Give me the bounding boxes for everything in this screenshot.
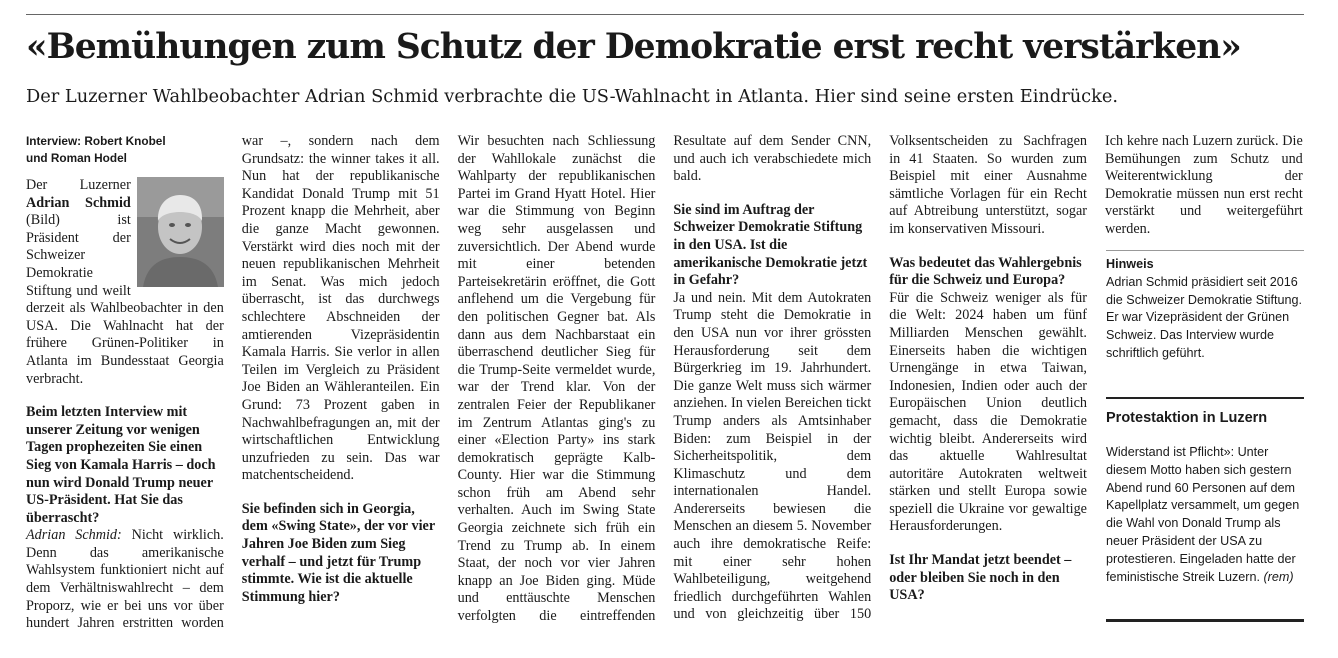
question-4: Was bedeutet das Wahlergebnis für die Schweiz und Europa?	[889, 254, 1082, 289]
protest-box	[1106, 408, 1304, 586]
sidebar-divider	[1106, 250, 1304, 251]
question-2: Sie befinden sich in Georgia, dem «Swing State», der vor vier Jahren Joe Biden zum Sieg verhalf – und jetzt für Trump stimmte. Wie ist die aktuelle Stimmung hier?	[241, 500, 435, 605]
credit-line-1: Interview: Robert Knobel	[26, 134, 166, 148]
hinweis-text: Adrian Schmid präsidiert seit 2016 die Schweizer Demokratie Stiftung. Er war Vizepräsident der Grünen Schweiz. Das Interview wurde schriftlich geführt.	[1106, 274, 1302, 360]
portrait-photo	[137, 177, 224, 287]
hinweis-title: Hinweis	[1106, 257, 1154, 271]
interview-credit	[26, 133, 224, 167]
protest-box-text: Widerstand ist Pflicht»: Unter diesem Motto haben sich gestern Abend rund 60 Personen auf dem Kapellplatz versammelt, um gegen die Wahl von Donald Trump als neuer Präsident der USA zu protestieren. Eingeladen hatte der feministische Streik Luzern. (rem)	[1106, 445, 1300, 584]
answer-3: Ja und nein. Mit dem Autokraten Trump steht die Demokratie in den USA nun vor ihrer grössten Herausforderung seit dem Bürgerkrieg im 19. Jahrhundert. Die ganze Welt muss sich wärmer anziehen. In vielen Bereichen tickt Trump anders als Amtsinhaber Biden: zum Beispiel in der Sicherheitspolitik, dem Klimaschutz und dem internationalen Handel. Andererseits bewiesen die Menschen an diesem 5. November auch ihre demokratische Reife: mit einer sehr hohen Wahlbeteiligung, weitgehend friedlich durchgeführten Wahlen und von gleichzeitig über 150 Volksentscheiden zu Sachfragen in 41 Staaten. So wurden zum Beispiel mit einer Ausnahme sämtliche Vorlagen für ein Recht auf Abtreibung unterstützt, sogar im konservativen Missouri.	[673, 133, 1087, 623]
question-5: Ist Ihr Mandat jetzt beendet – oder bleiben Sie noch in den USA?	[889, 552, 1072, 604]
speaker-label: Adrian Schmid:	[26, 527, 122, 544]
top-rule	[26, 14, 1304, 15]
question-1: Beim letzten Interview mit unserer Zeitung vor wenigen Tagen prophezeiten Sie einen Sieg von Kamala Harris – doch nun wird Donald Trump neuer US-Präsident. Hat Sie das überrascht?	[26, 404, 216, 526]
answer-4: Für die Schweiz weniger als für die Welt: 2024 haben um fünf Milliarden Menschen gewählt. Einerseits haben die wichtigen Urnengänge in etwa Taiwan, Indonesien, Indien oder auch der Europäischen Union deutlich gemacht, dass die Demokratie wichtig bleibt. Andererseits wird das aktuelle Wahlresultat autoritäre Autokraten weltweit stärken und stellt Europa sowie speziell die Ukraine vor gewaltige Herausforderungen.	[889, 289, 1087, 535]
box-top-rule	[1106, 397, 1304, 399]
answer-5: Ich kehre nach Luzern zurück. Die Bemühungen zum Schutz und Weiterentwicklung der Demokratie müssen nun erst recht verstärkt und weitergeführt werden.	[1104, 133, 1303, 237]
protest-box-title: Protestaktion in Luzern	[1106, 410, 1268, 426]
answer-1: Adrian Schmid: Nicht wirklich. Denn das amerikanische Wahlsystem funktioniert nicht auf dem Verhältniswahlrecht – dem Proporz, wie er bei uns vor über hundert Jahren erstritten worden war –, sondern nach dem Grundsatz: the winner takes it all. Nun hat der republikanische Kandidat Donald Trump mit 51 Prozent knapp die Mehrheit, aber die ganze Macht gewonnen. Verstärkt wird dies noch mit der neuen republikanischen Mehrheit im Senat. Was mich jedoch überrascht, ist das durchwegs schlechtere Abschneiden der amtierenden Vizepräsidentin Kamala Harris. Sie verlor in allen Teilen im Vergleich zu Präsident Joe Biden an Wähleranteilen. Ein Grund: 73 Prozent gaben in Nachwahlbefragungen an, mit der wirtschaftlichen Entwicklung unzufrieden zu sein. Das war matchentscheidend.	[26, 133, 440, 632]
intro-paragraph: Der Luzerner Adrian Schmid (Bild) ist Präsident der Schweizer Demokratie Stiftung und weilt derzeit als Wahlbeobachter in den USA. Die Wahlnacht hat der frühere Grünen-Politiker in Atlanta im Bundesstaat Georgia verbracht.	[26, 177, 224, 387]
author-signature: (rem)	[1263, 569, 1294, 584]
answer-2: Wir besuchten nach Schliessung der Wahllokale zunächst die Wahlparty der republikanischen Partei im Grand Hyatt Hotel. Hier war die Stimmung von Beginn weg sehr ausgelassen und zuversichtlich. Der Abend wurde mit einer betenden Parteisekretärin eröffnet, die Gott anflehend um die Vergebung für den politischen Gegner bat. Als dann aus dem Nachbarstaat ein überraschend deutlicher Sieg für die Trump-Seite vermeldet wurde, war der Trend klar. Von der zentralen Feier der Republikaner im Zentrum Atlantas ging's zu einer «Election Party» ins stark demokratisch geprägte Kalb-County. Hier war die Stimmung schon früh am Abend sehr verhalten. Auch im Swing State Georgia zeichnete sich früh ein Trend zu Trump ab. In einem Staat, der noch vor vier Jahren knapp an Joe Biden ging. Müde und enttäuschte Menschen verfolgten die eintreffenden Resultate auf dem Sender CNN, und auch ich verabschiedete mich bald.	[457, 133, 872, 625]
person-name: Adrian Schmid	[26, 194, 131, 211]
headline: «Bemühungen zum Schutz der Demokratie erst recht verstärken»	[26, 27, 1241, 67]
box-bottom-rule	[1106, 619, 1304, 622]
hinweis-block	[1106, 256, 1304, 363]
lead-text: Der Luzerner Wahlbeobachter Adrian Schmid verbrachte die US-Wahlnacht in Atlanta. Hier sind seine ersten Eindrücke.	[26, 86, 1119, 107]
credit-line-2: und Roman Hodel	[26, 151, 127, 165]
question-3: Sie sind im Auftrag der Schweizer Demokratie Stiftung in den USA. Ist die amerikanische Demokratie jetzt in Gefahr?	[673, 201, 868, 289]
